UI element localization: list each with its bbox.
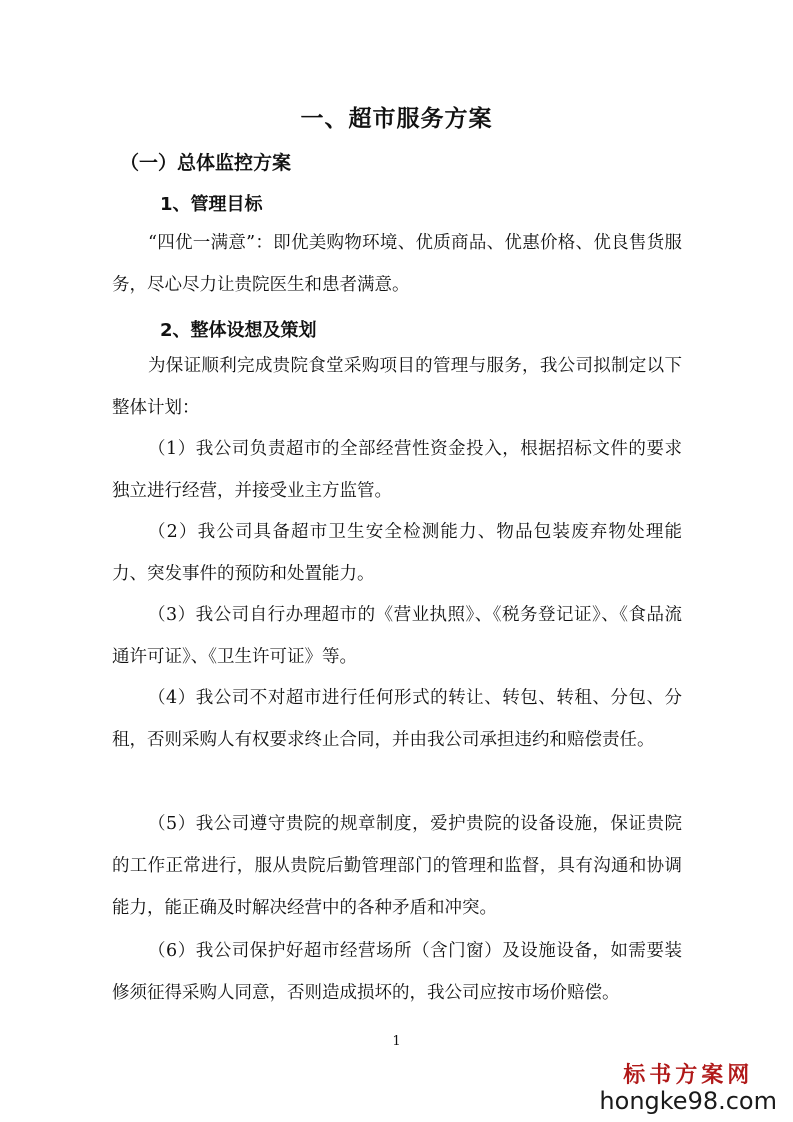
page-number: 1 bbox=[392, 1034, 401, 1049]
plan-item-1: （1）我公司负责超市的全部经营性资金投入，根据招标文件的要求独立进行经营，并接受业主方监管。 bbox=[112, 439, 682, 501]
plan-item-2: （2）我公司具备超市卫生安全检测能力、物品包装废弃物处理能力、突发事件的预防和处置能力。 bbox=[112, 522, 682, 584]
intro-paragraph: 为保证顺利完成贵院食堂采购项目的管理与服务，我公司拟制定以下整体计划： bbox=[112, 356, 682, 418]
watermark-url: hongke98.com bbox=[599, 1087, 777, 1116]
watermark-site-name: 标书方案网 bbox=[623, 1063, 754, 1088]
plan-item-4: （4）我公司不对超市进行任何形式的转让、转包、转租、分包、分租，否则采购人有权要求终止合同，并由我公司承担违约和赔偿责任。 bbox=[112, 688, 682, 750]
plan-item-6: （6）我公司保护好超市经营场所（含门窗）及设施设备，如需要装修须征得采购人同意，否则造成损坏的，我公司应按市场价赔偿。 bbox=[112, 941, 682, 1003]
document-title: 一、超市服务方案 bbox=[300, 106, 493, 132]
plan-item-3: （3）我公司自行办理超市的《营业执照》、《税务登记证》、《食品流通许可证》、《卫生许可证》等。 bbox=[112, 605, 682, 667]
section-heading: （一）总体监控方案 bbox=[120, 152, 292, 174]
management-goal-paragraph: “四优一满意”：即优美购物环境、优质商品、优惠价格、优良售货服务，尽心尽力让贵院医生和患者满意。 bbox=[112, 233, 682, 295]
management-goal-heading: 1、管理目标 bbox=[160, 194, 263, 215]
overall-plan-heading: 2、整体设想及策划 bbox=[160, 320, 317, 341]
site-watermark bbox=[599, 1064, 777, 1115]
plan-item-5: （5）我公司遵守贵院的规章制度，爱护贵院的设备设施，保证贵院的工作正常进行，服从贵院后勤管理部门的管理和监督，具有沟通和协调能力，能正确及时解决经营中的各种矛盾和冲突。 bbox=[112, 814, 682, 918]
